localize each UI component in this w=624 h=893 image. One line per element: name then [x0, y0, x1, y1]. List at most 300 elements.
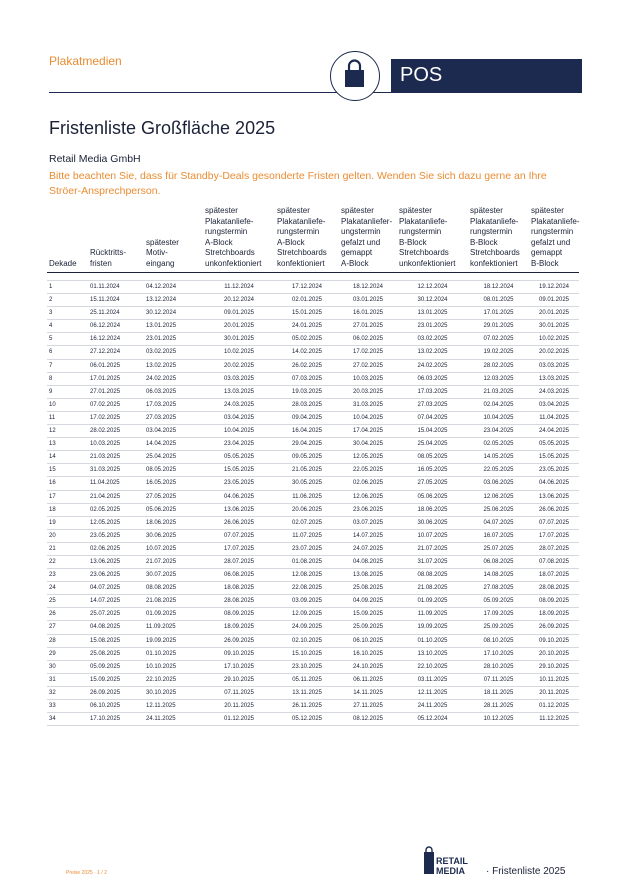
- date-cell: 12.12.2024: [397, 281, 468, 294]
- header-rule: [49, 92, 582, 93]
- date-cell: 28.03.2025: [275, 398, 339, 411]
- date-cell: 24.10.2025: [339, 660, 397, 673]
- column-header: spätester Motiv- eingang: [144, 206, 203, 273]
- date-cell: 09.04.2025: [275, 411, 339, 424]
- date-cell: 03.04.2025: [203, 411, 275, 424]
- dekade-cell: 26: [47, 608, 88, 621]
- date-cell: 07.11.2025: [468, 673, 529, 686]
- dekade-cell: 17: [47, 490, 88, 503]
- dekade-cell: 2: [47, 294, 88, 307]
- dekade-cell: 27: [47, 621, 88, 634]
- date-cell: 18.11.2025: [468, 686, 529, 699]
- date-cell: 28.02.2025: [468, 359, 529, 372]
- date-cell: 31.03.2025: [339, 398, 397, 411]
- date-cell: 23.06.2025: [339, 503, 397, 516]
- date-cell: 14.07.2025: [88, 595, 144, 608]
- table-row: [47, 477, 579, 490]
- date-cell: 02.04.2025: [468, 398, 529, 411]
- date-cell: 31.03.2025: [88, 464, 144, 477]
- date-cell: 17.01.2025: [468, 307, 529, 320]
- date-cell: 14.02.2025: [275, 346, 339, 359]
- date-cell: 21.08.2025: [397, 582, 468, 595]
- date-cell: 26.09.2025: [88, 686, 144, 699]
- date-cell: 17.12.2024: [275, 281, 339, 294]
- column-header: Rücktritts- fristen: [88, 206, 144, 273]
- date-cell: 30.07.2025: [144, 569, 203, 582]
- date-cell: 25.11.2024: [88, 307, 144, 320]
- date-cell: 05.05.2025: [529, 438, 579, 451]
- dekade-cell: 8: [47, 372, 88, 385]
- date-cell: 03.04.2025: [144, 425, 203, 438]
- date-cell: 11.09.2025: [397, 608, 468, 621]
- table-row: [47, 346, 579, 359]
- date-cell: 24.02.2025: [144, 372, 203, 385]
- date-cell: 10.04.2025: [203, 425, 275, 438]
- table-row: [47, 582, 579, 595]
- date-cell: 22.10.2025: [144, 673, 203, 686]
- date-cell: 24.03.2025: [529, 385, 579, 398]
- date-cell: 02.10.2025: [275, 634, 339, 647]
- date-cell: 17.10.2025: [468, 647, 529, 660]
- date-cell: 25.08.2025: [339, 582, 397, 595]
- date-cell: 16.04.2025: [275, 425, 339, 438]
- date-cell: 17.10.2025: [88, 713, 144, 726]
- date-cell: 14.05.2025: [468, 451, 529, 464]
- dekade-cell: 9: [47, 385, 88, 398]
- date-cell: 13.01.2025: [397, 307, 468, 320]
- dekade-cell: 20: [47, 529, 88, 542]
- date-cell: 27.05.2025: [144, 490, 203, 503]
- date-cell: 05.11.2025: [275, 673, 339, 686]
- date-cell: 03.04.2025: [529, 398, 579, 411]
- date-cell: 03.09.2025: [275, 595, 339, 608]
- date-cell: 25.04.2025: [144, 451, 203, 464]
- column-header: spätester Plakatanliefe- rungstermin gefalzt und gemappt B-Block: [529, 206, 579, 273]
- footer-page-info: Preise 2025 · 1 / 2: [66, 870, 107, 876]
- date-cell: 13.02.2025: [144, 359, 203, 372]
- date-cell: 13.03.2025: [529, 372, 579, 385]
- table-row: [47, 569, 579, 582]
- table-row: [47, 359, 579, 372]
- date-cell: 18.06.2025: [144, 516, 203, 529]
- table-row: [47, 503, 579, 516]
- date-cell: 07.04.2025: [397, 411, 468, 424]
- column-header: spätester Plakatanliefe- rungstermin B-Block Stretchboards konfektioniert: [468, 206, 529, 273]
- date-cell: 18.06.2025: [397, 503, 468, 516]
- date-cell: 20.03.2025: [339, 385, 397, 398]
- date-cell: 18.12.2024: [468, 281, 529, 294]
- date-cell: 17.03.2025: [144, 398, 203, 411]
- date-cell: 30.01.2025: [203, 333, 275, 346]
- date-cell: 15.05.2025: [203, 464, 275, 477]
- date-cell: 29.10.2025: [203, 673, 275, 686]
- date-cell: 10.04.2025: [339, 411, 397, 424]
- date-cell: 16.12.2024: [88, 333, 144, 346]
- date-cell: 24.11.2025: [144, 713, 203, 726]
- date-cell: 02.01.2025: [275, 294, 339, 307]
- table-row: [47, 660, 579, 673]
- dekade-cell: 28: [47, 634, 88, 647]
- date-cell: 06.03.2025: [397, 372, 468, 385]
- date-cell: 14.11.2025: [339, 686, 397, 699]
- date-cell: 04.08.2025: [339, 555, 397, 568]
- company-name: Retail Media GmbH: [49, 153, 141, 165]
- date-cell: 30.01.2025: [529, 320, 579, 333]
- table-spacer-row: [47, 273, 579, 281]
- date-cell: 10.02.2025: [203, 346, 275, 359]
- date-cell: 30.05.2025: [275, 477, 339, 490]
- date-cell: 07.02.2025: [468, 333, 529, 346]
- table-row: [47, 595, 579, 608]
- date-cell: 25.09.2025: [339, 621, 397, 634]
- date-cell: 12.11.2025: [397, 686, 468, 699]
- dekade-cell: 4: [47, 320, 88, 333]
- date-cell: 23.10.2025: [275, 660, 339, 673]
- date-cell: 10.11.2025: [529, 673, 579, 686]
- table-row: [47, 385, 579, 398]
- table-row: [47, 621, 579, 634]
- date-cell: 17.09.2025: [468, 608, 529, 621]
- date-cell: 19.03.2025: [275, 385, 339, 398]
- date-cell: 06.11.2025: [339, 673, 397, 686]
- table-row: [47, 490, 579, 503]
- date-cell: 12.06.2025: [468, 490, 529, 503]
- date-cell: 05.09.2025: [468, 595, 529, 608]
- date-cell: 08.08.2025: [144, 582, 203, 595]
- date-cell: 15.10.2025: [275, 647, 339, 660]
- date-cell: 16.10.2025: [339, 647, 397, 660]
- date-cell: 15.08.2025: [88, 634, 144, 647]
- date-cell: 21.04.2025: [88, 490, 144, 503]
- date-cell: 19.12.2024: [529, 281, 579, 294]
- date-cell: 28.11.2025: [468, 700, 529, 713]
- date-cell: 17.10.2025: [203, 660, 275, 673]
- date-cell: 16.07.2025: [468, 529, 529, 542]
- table-header-row: [47, 206, 579, 273]
- date-cell: 15.11.2024: [88, 294, 144, 307]
- date-cell: 24.11.2025: [397, 700, 468, 713]
- date-cell: 23.04.2025: [468, 425, 529, 438]
- date-cell: 01.08.2025: [275, 555, 339, 568]
- date-cell: 12.08.2025: [275, 569, 339, 582]
- date-cell: 07.08.2025: [529, 555, 579, 568]
- column-header: spätester Plakatanliefe- rungstermin A-Block Stretchboards konfektioniert: [275, 206, 339, 273]
- retail-media-logo: [422, 846, 482, 878]
- date-cell: 13.10.2025: [397, 647, 468, 660]
- date-cell: 03.11.2025: [397, 673, 468, 686]
- date-cell: 18.07.2025: [529, 569, 579, 582]
- date-cell: 25.04.2025: [397, 438, 468, 451]
- date-cell: 17.01.2025: [88, 372, 144, 385]
- table-row: [47, 647, 579, 660]
- date-cell: 23.01.2025: [397, 320, 468, 333]
- date-cell: 23.05.2025: [203, 477, 275, 490]
- table-row: [47, 673, 579, 686]
- date-cell: 06.12.2024: [88, 320, 144, 333]
- date-cell: 03.02.2025: [397, 333, 468, 346]
- date-cell: 06.01.2025: [88, 359, 144, 372]
- dekade-cell: 6: [47, 346, 88, 359]
- date-cell: 15.04.2025: [397, 425, 468, 438]
- date-cell: 28.08.2025: [203, 595, 275, 608]
- date-cell: 05.12.2024: [397, 713, 468, 726]
- dekade-cell: 21: [47, 542, 88, 555]
- page-title: Fristenliste Großfläche 2025: [49, 118, 276, 138]
- date-cell: 18.09.2025: [529, 608, 579, 621]
- date-cell: 30.04.2025: [339, 438, 397, 451]
- date-cell: 09.10.2025: [529, 634, 579, 647]
- date-cell: 31.07.2025: [397, 555, 468, 568]
- date-cell: 27.03.2025: [144, 411, 203, 424]
- date-cell: 27.01.2025: [339, 320, 397, 333]
- dekade-cell: 25: [47, 595, 88, 608]
- date-cell: 01.10.2025: [144, 647, 203, 660]
- date-cell: 30.10.2025: [144, 686, 203, 699]
- dekade-cell: 24: [47, 582, 88, 595]
- date-cell: 24.02.2025: [397, 359, 468, 372]
- date-cell: 11.04.2025: [529, 411, 579, 424]
- date-cell: 27.03.2025: [397, 398, 468, 411]
- date-cell: 24.09.2025: [275, 621, 339, 634]
- date-cell: 20.01.2025: [529, 307, 579, 320]
- date-cell: 13.01.2025: [144, 320, 203, 333]
- table-row: [47, 464, 579, 477]
- date-cell: 13.02.2025: [397, 346, 468, 359]
- date-cell: 06.02.2025: [339, 333, 397, 346]
- date-cell: 04.06.2025: [203, 490, 275, 503]
- standby-notice: Bitte beachten Sie, dass für Standby-Deals gesonderte Fristen gelten. Wenden Sie sich dazu gerne an Ihre Ströer-Ansprechperson.: [49, 170, 547, 197]
- date-cell: 26.09.2025: [529, 621, 579, 634]
- date-cell: 24.03.2025: [203, 398, 275, 411]
- date-cell: 22.10.2025: [397, 660, 468, 673]
- date-cell: 05.05.2025: [203, 451, 275, 464]
- table-row: [47, 398, 579, 411]
- date-cell: 26.02.2025: [275, 359, 339, 372]
- table-row: [47, 411, 579, 424]
- date-cell: 26.11.2025: [275, 700, 339, 713]
- date-cell: 02.07.2025: [275, 516, 339, 529]
- date-cell: 19.09.2025: [397, 621, 468, 634]
- date-cell: 04.07.2025: [468, 516, 529, 529]
- date-cell: 10.04.2025: [468, 411, 529, 424]
- date-cell: 29.10.2025: [529, 660, 579, 673]
- date-cell: 23.06.2025: [88, 569, 144, 582]
- date-cell: 14.08.2025: [468, 569, 529, 582]
- date-cell: 07.07.2025: [529, 516, 579, 529]
- date-cell: 12.11.2025: [144, 700, 203, 713]
- date-cell: 17.07.2025: [529, 529, 579, 542]
- date-cell: 26.06.2025: [203, 516, 275, 529]
- dekade-cell: 22: [47, 555, 88, 568]
- dekade-cell: 14: [47, 451, 88, 464]
- date-cell: 04.06.2025: [529, 477, 579, 490]
- date-cell: 17.02.2025: [339, 346, 397, 359]
- table-row: [47, 372, 579, 385]
- date-cell: 17.03.2025: [397, 385, 468, 398]
- table-row: [47, 281, 579, 294]
- logo-text-media: MEDIA: [436, 866, 465, 876]
- date-cell: 13.08.2025: [339, 569, 397, 582]
- date-cell: 04.09.2025: [339, 595, 397, 608]
- table-row: [47, 451, 579, 464]
- date-cell: 22.05.2025: [339, 464, 397, 477]
- date-cell: 03.03.2025: [529, 359, 579, 372]
- date-cell: 11.12.2025: [529, 713, 579, 726]
- date-cell: 25.08.2025: [88, 647, 144, 660]
- date-cell: 24.01.2025: [275, 320, 339, 333]
- date-cell: 09.01.2025: [529, 294, 579, 307]
- date-cell: 04.12.2024: [144, 281, 203, 294]
- date-cell: 03.02.2025: [144, 346, 203, 359]
- date-cell: 14.07.2025: [339, 529, 397, 542]
- date-cell: 18.12.2024: [339, 281, 397, 294]
- date-cell: 17.02.2025: [88, 411, 144, 424]
- dekade-cell: 23: [47, 569, 88, 582]
- date-cell: 07.11.2025: [203, 686, 275, 699]
- date-cell: 01.12.2025: [203, 713, 275, 726]
- date-cell: 07.07.2025: [203, 529, 275, 542]
- date-cell: 14.04.2025: [144, 438, 203, 451]
- date-cell: 21.05.2025: [275, 464, 339, 477]
- date-cell: 24.04.2025: [529, 425, 579, 438]
- column-header: spätester Plakatanliefe- rungstermin B-Block Stretchboards unkonfektioniert: [397, 206, 468, 273]
- date-cell: 08.08.2025: [397, 569, 468, 582]
- date-cell: 22.05.2025: [468, 464, 529, 477]
- date-cell: 30.12.2024: [144, 307, 203, 320]
- date-cell: 21.03.2025: [468, 385, 529, 398]
- table-row: [47, 529, 579, 542]
- date-cell: 05.06.2025: [144, 503, 203, 516]
- date-cell: 04.08.2025: [88, 621, 144, 634]
- date-cell: 22.08.2025: [275, 582, 339, 595]
- date-cell: 08.12.2025: [339, 713, 397, 726]
- dekade-cell: 31: [47, 673, 88, 686]
- dekade-cell: 16: [47, 477, 88, 490]
- date-cell: 10.03.2025: [88, 438, 144, 451]
- date-cell: 08.01.2025: [468, 294, 529, 307]
- date-cell: 05.06.2025: [397, 490, 468, 503]
- date-cell: 03.01.2025: [339, 294, 397, 307]
- shopping-bag-icon: [330, 51, 380, 101]
- date-cell: 01.09.2025: [397, 595, 468, 608]
- table-row: [47, 542, 579, 555]
- table-row: [47, 516, 579, 529]
- date-cell: 02.06.2025: [339, 477, 397, 490]
- table-row: [47, 686, 579, 699]
- date-cell: 01.11.2024: [88, 281, 144, 294]
- date-cell: 23.07.2025: [275, 542, 339, 555]
- date-cell: 02.06.2025: [88, 542, 144, 555]
- date-cell: 19.09.2025: [144, 634, 203, 647]
- date-cell: 08.10.2025: [468, 634, 529, 647]
- date-cell: 03.06.2025: [468, 477, 529, 490]
- date-cell: 09.01.2025: [203, 307, 275, 320]
- dekade-cell: 30: [47, 660, 88, 673]
- date-cell: 27.01.2025: [88, 385, 144, 398]
- date-cell: 06.10.2025: [88, 700, 144, 713]
- date-cell: 06.10.2025: [339, 634, 397, 647]
- date-cell: 16.05.2025: [144, 477, 203, 490]
- date-cell: 07.02.2025: [88, 398, 144, 411]
- date-cell: 04.07.2025: [88, 582, 144, 595]
- table-row: [47, 333, 579, 346]
- dekade-cell: 13: [47, 438, 88, 451]
- date-cell: 28.07.2025: [529, 542, 579, 555]
- dekade-cell: 33: [47, 700, 88, 713]
- table-row: [47, 294, 579, 307]
- date-cell: 12.06.2025: [339, 490, 397, 503]
- date-cell: 12.03.2025: [468, 372, 529, 385]
- dekade-cell: 3: [47, 307, 88, 320]
- date-cell: 27.05.2025: [397, 477, 468, 490]
- date-cell: 27.12.2024: [88, 346, 144, 359]
- date-cell: 20.02.2025: [203, 359, 275, 372]
- date-cell: 08.09.2025: [529, 595, 579, 608]
- date-cell: 23.04.2025: [203, 438, 275, 451]
- date-cell: 17.04.2025: [339, 425, 397, 438]
- dekade-cell: 34: [47, 713, 88, 726]
- date-cell: 28.08.2025: [529, 582, 579, 595]
- date-cell: 25.06.2025: [468, 503, 529, 516]
- date-cell: 08.05.2025: [397, 451, 468, 464]
- date-cell: 10.02.2025: [529, 333, 579, 346]
- date-cell: 28.10.2025: [468, 660, 529, 673]
- date-cell: 27.08.2025: [468, 582, 529, 595]
- date-cell: 30.12.2024: [397, 294, 468, 307]
- date-cell: 19.02.2025: [468, 346, 529, 359]
- dekade-cell: 5: [47, 333, 88, 346]
- date-cell: 13.06.2025: [203, 503, 275, 516]
- date-cell: 16.01.2025: [339, 307, 397, 320]
- date-cell: 13.06.2025: [529, 490, 579, 503]
- dekade-cell: 12: [47, 425, 88, 438]
- date-cell: 28.07.2025: [203, 555, 275, 568]
- date-cell: 20.12.2024: [203, 294, 275, 307]
- date-cell: 12.05.2025: [339, 451, 397, 464]
- date-cell: 13.11.2025: [275, 686, 339, 699]
- date-cell: 01.12.2025: [529, 700, 579, 713]
- date-cell: 20.06.2025: [275, 503, 339, 516]
- date-cell: 03.03.2025: [203, 372, 275, 385]
- date-cell: 10.03.2025: [339, 372, 397, 385]
- date-cell: 10.07.2025: [144, 542, 203, 555]
- date-cell: 02.05.2025: [88, 503, 144, 516]
- date-cell: 12.09.2025: [275, 608, 339, 621]
- date-cell: 21.07.2025: [144, 555, 203, 568]
- date-cell: 13.03.2025: [203, 385, 275, 398]
- date-cell: 27.11.2025: [339, 700, 397, 713]
- date-cell: 06.08.2025: [203, 569, 275, 582]
- date-cell: 24.07.2025: [339, 542, 397, 555]
- date-cell: 13.06.2025: [88, 555, 144, 568]
- date-cell: 11.07.2025: [275, 529, 339, 542]
- date-cell: 01.10.2025: [397, 634, 468, 647]
- date-cell: 07.03.2025: [275, 372, 339, 385]
- date-cell: 01.09.2025: [144, 608, 203, 621]
- date-cell: 08.09.2025: [203, 608, 275, 621]
- table-body: [47, 273, 579, 726]
- date-cell: 21.08.2025: [144, 595, 203, 608]
- date-cell: 10.12.2025: [468, 713, 529, 726]
- date-cell: 10.07.2025: [397, 529, 468, 542]
- dekade-cell: 19: [47, 516, 88, 529]
- dekade-cell: 18: [47, 503, 88, 516]
- column-header: spätester Plakatanliefer- ungstermin gefalzt und gemappt A-Block: [339, 206, 397, 273]
- date-cell: 16.05.2025: [397, 464, 468, 477]
- date-cell: 15.09.2025: [88, 673, 144, 686]
- date-cell: 17.07.2025: [203, 542, 275, 555]
- date-cell: 08.05.2025: [144, 464, 203, 477]
